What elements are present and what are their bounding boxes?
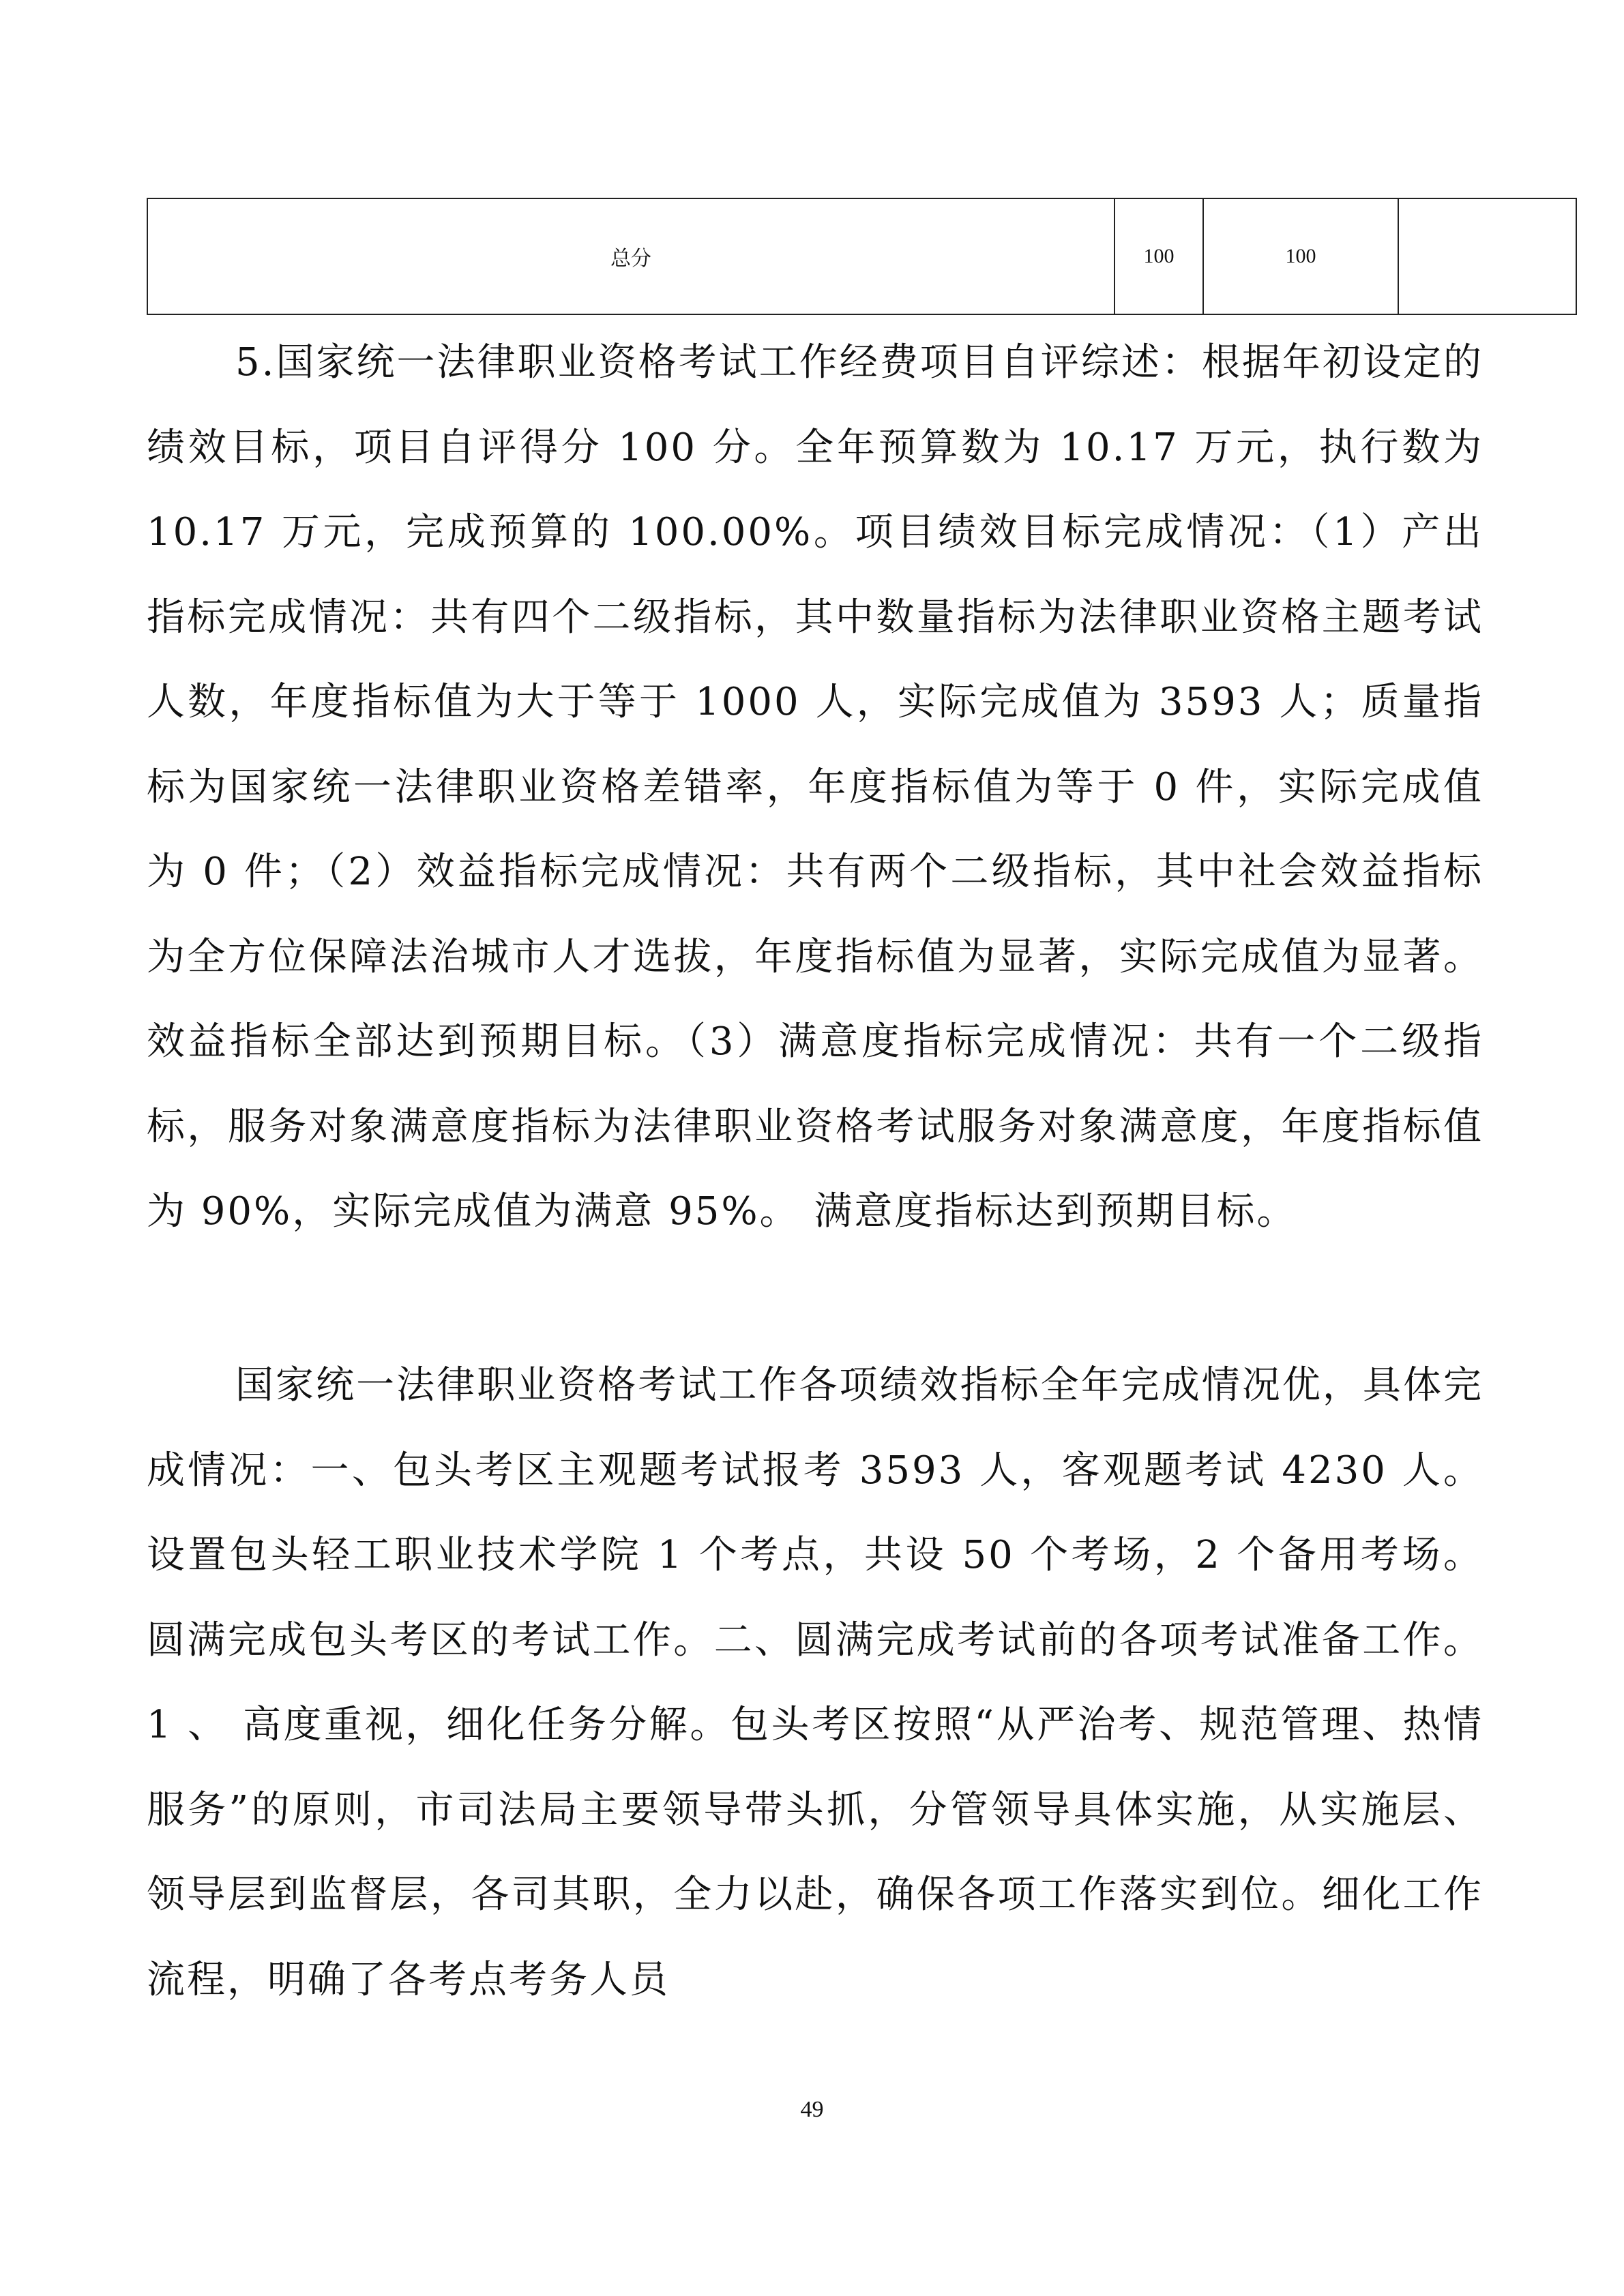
score-value: 100	[1203, 198, 1398, 314]
total-score-label: 总分	[147, 198, 1114, 314]
score-summary-table	[147, 198, 1577, 315]
page-number: 49	[800, 2097, 824, 2122]
paragraph-performance-details: 国家统一法律职业资格考试工作各项绩效指标全年完成情况优，具体完成情况：一、包头考区主观题考试报考 3593 人，客观题考试 4230 人。设置包头轻工职业技术学院 1 个考点，共设 50 个考场，2 个备用考场。圆满完成包头考区的考试工作。二、圆满完成考试前的各项考试准备工作。1 、 高度重视，细化任务分解。包头考区按照“从严治考、规范管理、热情服务”的原则，市司法局主要领导带头抓，分管领导具体实施，从实施层、领导层到监督层，各司其职，全力以赴，确保各项工作落实到位。细化工作流程，明确了各考点考务人员	[147, 1363, 1483, 2002]
note-cell	[1398, 198, 1576, 314]
weight-value: 100	[1114, 198, 1203, 314]
table-row	[147, 198, 1576, 314]
paragraph-project-summary: 5.国家统一法律职业资格考试工作经费项目自评综述：根据年初设定的绩效目标，项目自评得分 100 分。全年预算数为 10.17 万元，执行数为 10.17 万元，完成预算的 100.00%。项目绩效目标完成情况：（1）产出指标完成情况：共有四个二级指标，其中数量指标为法律职业资格主题考试人数，年度指标值为大于等于 1000 人，实际完成值为 3593 人；质量指标为国家统一法律职业资格差错率，年度指标值为等于 0 件，实际完成值为 0 件；（2）效益指标完成情况：共有两个二级指标，其中社会效益指标为全方位保障法治城市人才选拔，年度指标值为显著，实际完成值为显著。效益指标全部达到预期目标。（3）满意度指标完成情况：共有一个二级指标，服务对象满意度指标为法律职业资格考试服务对象满意度，年度指标值为 90%，实际完成值为满意 95%。 满意度指标达到预期目标。	[147, 340, 1483, 1234]
